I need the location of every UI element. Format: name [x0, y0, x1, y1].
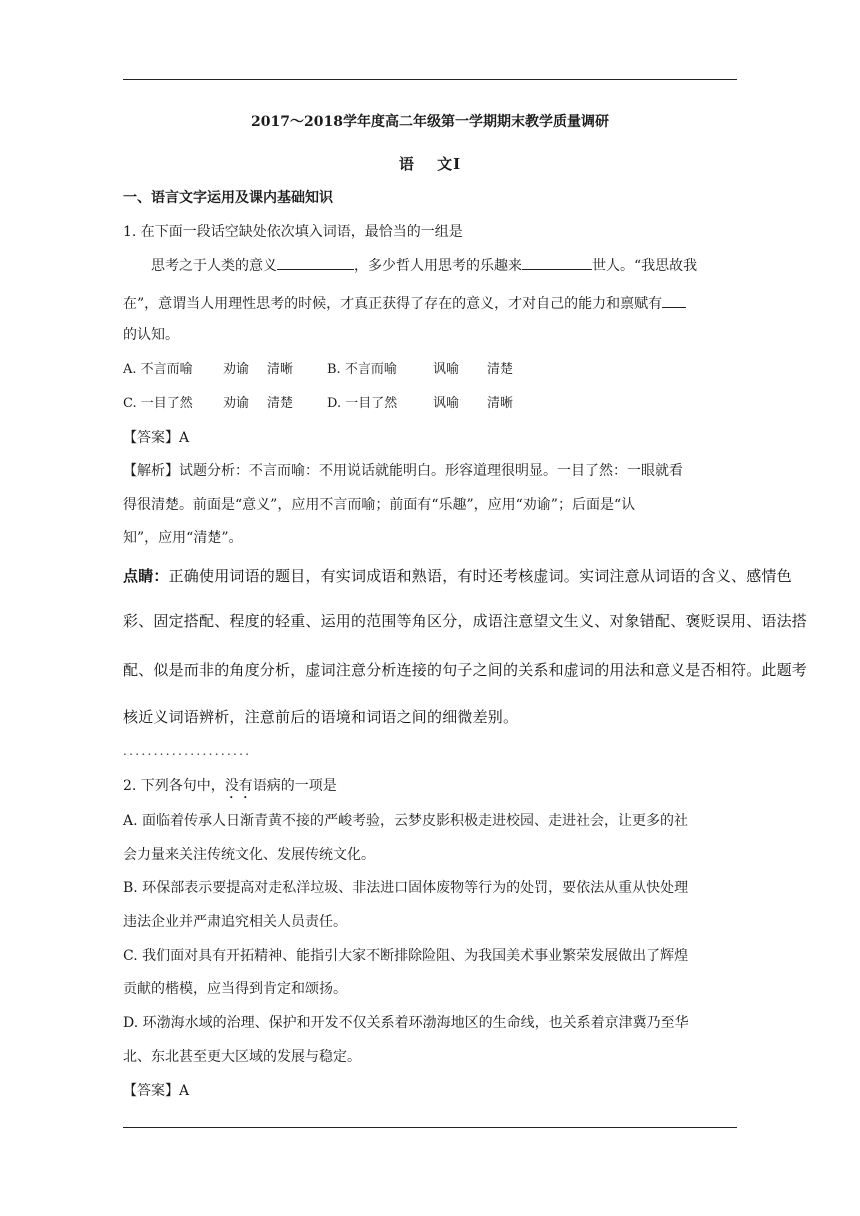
q2-option-c-line1: C. 我们面对具有开拓精神、能指引大家不断排除险阻、为我国美术事业繁荣发展做出了辉煌	[123, 948, 689, 964]
q2-stem-emphasis: 没有	[224, 778, 253, 794]
option-c: C. 一目了然	[123, 396, 193, 411]
q1-passage-text: ，多少哲人用思考的乐趣来	[354, 258, 522, 274]
section-heading: 一、语言文字运用及课内基础知识	[123, 190, 333, 206]
fill-blank-2	[522, 255, 592, 270]
q2-option-d-line2: 北、东北甚至更大区域的发展与稳定。	[123, 1049, 361, 1065]
q1-passage-text: 在”，意谓当人用理性思考的时候，才真正获得了存在的意义，才对自己的能力和禀赋有	[123, 296, 663, 312]
q1-analysis-line1: 【解析】试题分析：不言而喻：不用说话就能明白。形容道理很明显。一目了然：一眼就看	[123, 463, 683, 479]
q1-note-line2: 彩、固定搭配、程度的轻重、运用的范围等角区分，成语注意望文生义、对象错配、褒贬误用、语法搭	[123, 612, 808, 630]
q1-note-line3: 配、似是而非的角度分析，虚词注意分析连接的句子之间的关系和虚词的用法和意义是否相符。此题考	[123, 661, 808, 679]
q1-passage-line2	[123, 293, 686, 314]
document-title: 2017～2018学年度高二年级第一学期期末教学质量调研	[251, 114, 609, 130]
q1-passage-line3: 的认知。	[123, 327, 179, 343]
q1-passage-text: 世人。“我思故我	[592, 258, 698, 274]
header-rule	[123, 79, 737, 80]
q1-analysis-line3: 知”，应用“清楚”。	[123, 530, 243, 546]
q1-note-line4: 核近义词语辨析，注意前后的语境和词语之间的细微差别。	[123, 708, 519, 726]
q1-passage-text: 思考之于人类的意义	[151, 258, 277, 274]
option-a-word2: 劝谕	[223, 362, 250, 377]
option-b-word3: 清楚	[487, 362, 514, 377]
fill-blank-1	[277, 255, 354, 270]
q2-option-c-line2: 贡献的楷模，应当得到肯定和颂扬。	[123, 981, 347, 997]
footer-rule	[123, 1127, 737, 1128]
q2-option-a-line2: 会力量来关注传统文化、发展传统文化。	[123, 847, 375, 863]
option-c-word3: 清楚	[267, 396, 294, 411]
option-b: B. 不言而喻	[327, 362, 397, 377]
q2-option-b-line2: 违法企业并严肃追究相关人员责任。	[123, 914, 347, 930]
q1-answer: 【答案】A	[123, 430, 190, 446]
q2-option-b-line1: B. 环保部表示要提高对走私洋垃圾、非法进口固体废物等行为的处罚，要依法从重从快处理	[123, 880, 689, 896]
subject-heading: 语 文Ⅰ	[398, 155, 462, 173]
option-c-word2: 劝谕	[223, 396, 250, 411]
option-a-word3: 清晰	[267, 362, 294, 377]
q1-passage-line1	[151, 255, 697, 276]
q2-stem-text: 2. 下列各句中，	[123, 778, 225, 794]
option-a: A. 不言而喻	[123, 362, 193, 377]
fill-blank-3	[662, 293, 686, 308]
option-d-word3: 清晰	[487, 396, 514, 411]
q1-analysis-line2: 得很清楚。前面是“意义”，应用不言而喻；前面有“乐趣”，应用“劝谕”；后面是“认	[123, 497, 636, 513]
q2-option-d-line1: D. 环渤海水域的治理、保护和开发不仅关系着环渤海地区的生命线，也关系着京津冀乃至华	[123, 1015, 689, 1031]
q1-stem: 1. 在下面一段话空缺处依次填入词语，最恰当的一组是	[123, 224, 463, 240]
note-label: 点睛：	[123, 567, 169, 585]
note-text: 正确使用词语的题目，有实词成语和熟语，有时还考核虚词。实词注意从词语的含义、感情色	[168, 567, 792, 585]
q2-answer: 【答案】A	[123, 1083, 190, 1099]
q2-stem	[123, 776, 337, 802]
option-b-word2: 讽喻	[433, 362, 460, 377]
option-d: D. 一目了然	[327, 396, 398, 411]
option-d-word2: 讽喻	[433, 396, 460, 411]
q2-stem-text: 语病的一项是	[252, 778, 337, 794]
q2-option-a-line1: A. 面临着传承人日渐青黄不接的严峻考验，云梦皮影积极走进校园、走进社会，让更多的社	[123, 813, 689, 829]
q1-note-line1	[123, 566, 831, 586]
dotted-separator: .....................	[123, 744, 252, 758]
